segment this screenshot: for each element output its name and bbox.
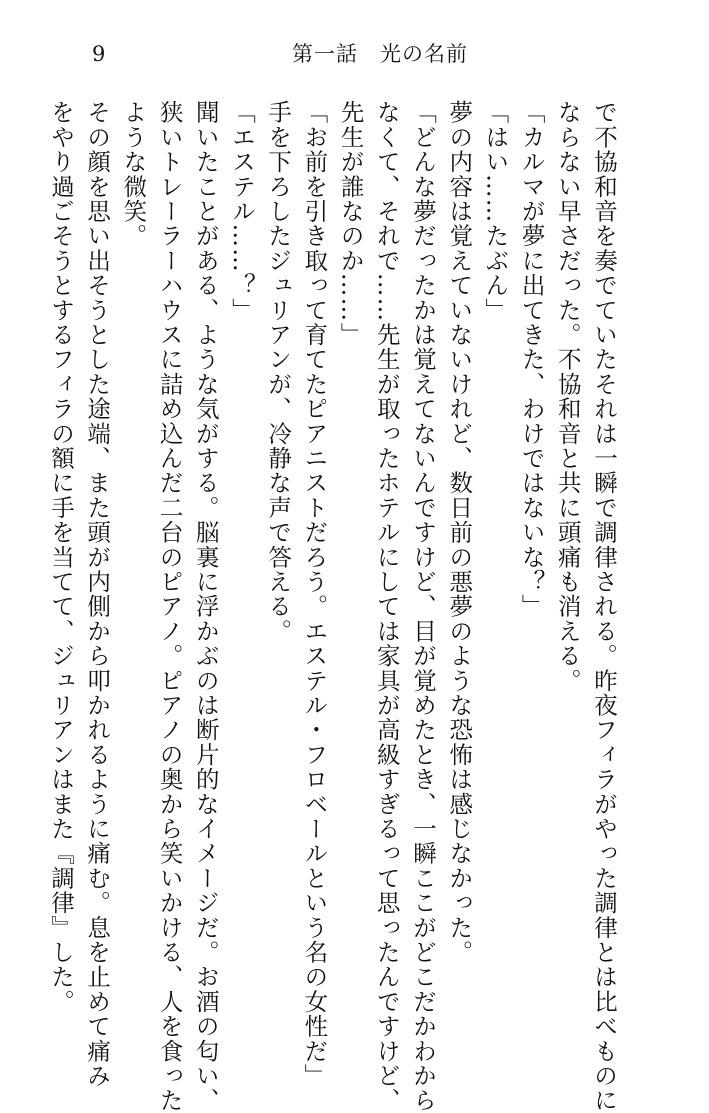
text-line: 「はい……たぶん」 <box>481 100 510 323</box>
text-line: で不協和音を奏でていたそれは一瞬で調律される。昨夜フィラがやった調律とは比べものに <box>590 100 618 1113</box>
text-line: 「エステル……？」 <box>227 100 256 323</box>
text-line: 「カルマが夢に出てきた、わけではないな？」 <box>517 100 546 619</box>
text-line: 先生が誰なのか……」 <box>336 100 365 347</box>
text-line: 手を下ろしたジュリアンが、冷静な声で答える。 <box>264 100 293 644</box>
text-line: 狭いトレーラーハウスに詰め込んだ二台のピアノ。ピアノの奥から笑いかける、人を食った <box>155 100 184 1113</box>
text-line: をやり過ごそうとするフィラの額に手を当てて、ジュリアンはまた『調律』した。 <box>46 100 75 1014</box>
text-line: 夢の内容は覚えていないけれど、数日前の悪夢のような恐怖は感じなかった。 <box>445 100 474 965</box>
text-line: ような微笑。 <box>119 100 148 249</box>
text-line: 聞いたことがある、ような気がする。脳裏に浮かぶのは断片的なイメージだ。お酒の匂い、 <box>191 100 220 1113</box>
chapter-title: 第一話 光の名前 <box>292 42 468 66</box>
page-number: 9 <box>92 42 106 66</box>
text-line: 「どんな夢だったかは覚えてないんですけど、目が覚めたとき、一瞬ここがどこだかわから <box>408 100 437 1113</box>
text-line: 「お前を引き取って育てたピアニストだろう。エステル・フロベールという名の女性だ」 <box>300 100 329 1088</box>
body-text <box>46 100 622 1113</box>
text-line: なくて、それで……先生が取ったホテルにしては家具が高級すぎるって思ったんですけど、 <box>372 100 401 1113</box>
text-line: ならない早さだった。不協和音と共に頭痛も消える。 <box>553 100 582 693</box>
text-line: その顔を思い出そうとした途端、また頭が内側から叩かれるように痛む。息を止めて痛み <box>83 100 112 1088</box>
